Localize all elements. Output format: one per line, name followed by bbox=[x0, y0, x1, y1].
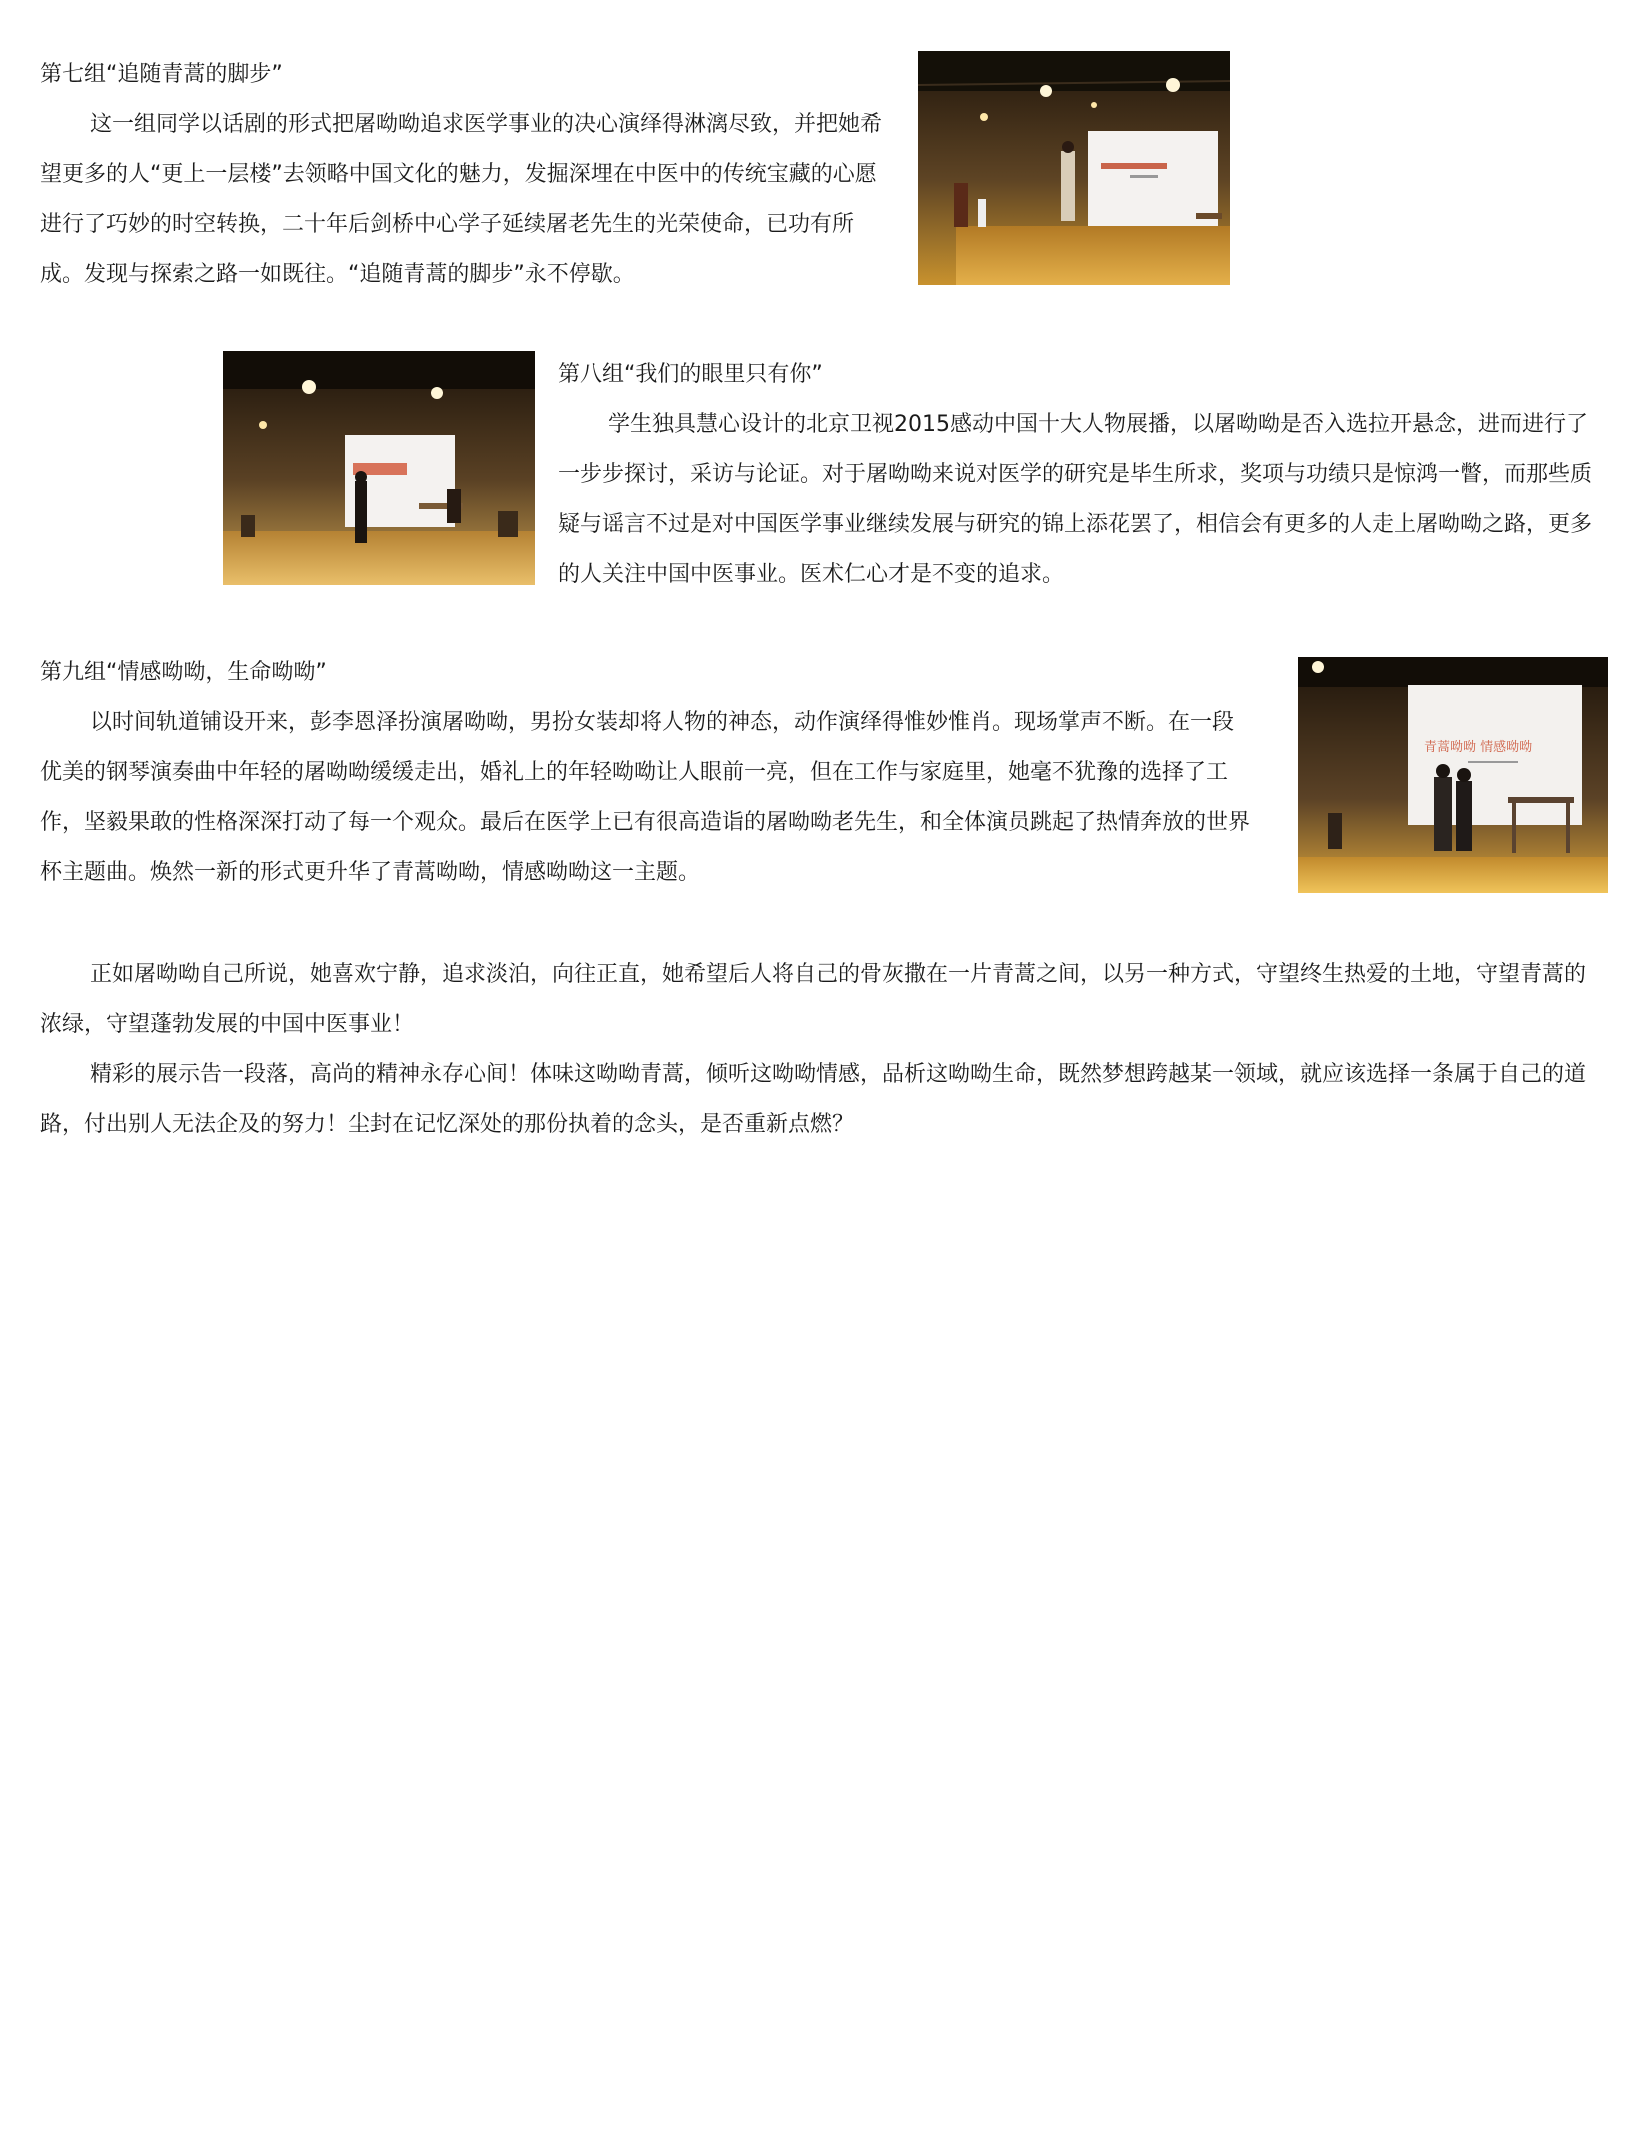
section-8-body: 学生独具慧心设计的北京卫视2015感动中国十大人物展播，以屠呦呦是否入选拉开悬念，进而进行了一步步探讨，采访与论证。对于屠呦呦来说对医学的研究是毕生所求，奖项与功绩只是惊鸿一瞥，而那些质疑与谣言不过是对中国医学事业继续发展与研究的锦上添花罢了，相信会有更多的人走上屠呦呦之路，更多的人关注中国中医事业。医术仁心才是不变的追求。 bbox=[558, 412, 1593, 587]
section-8 bbox=[558, 350, 1598, 600]
section-7-heading: 第七组“追随青蒿的脚步” bbox=[40, 62, 283, 87]
stage-photo-icon bbox=[1298, 657, 1608, 893]
closing-paragraph: 精彩的展示告一段落，高尚的精神永存心间！体味这呦呦青蒿，倾听这呦呦情感，品析这呦呦生命，既然梦想跨越某一领域，就应该选择一条属于自己的道路，付出别人无法企及的努力！尘封在记忆深处的那份执着的念头，是否重新点燃？ bbox=[40, 1062, 1587, 1137]
closing-text bbox=[40, 950, 1598, 1150]
stage-photo-icon bbox=[223, 351, 535, 585]
section-9-body: 以时间轨道铺设开来，彭李恩泽扮演屠呦呦，男扮女装却将人物的神态，动作演绎得惟妙惟肖。现场掌声不断。在一段优美的钢琴演奏曲中年轻的屠呦呦缓缓走出，婚礼上的年轻呦呦让人眼前一亮，但在工作与家庭里，她毫不犹豫的选择了工作，坚毅果敢的性格深深打动了每一个观众。最后在医学上已有很高造诣的屠呦呦老先生，和全体演员跳起了热情奔放的世界杯主题曲。焕然一新的形式更升华了青蒿呦呦，情感呦呦这一主题。 bbox=[40, 710, 1251, 885]
section-8-photo bbox=[223, 351, 535, 585]
section-9-photo bbox=[1298, 657, 1608, 893]
photo-screen-text: 青蒿呦呦 情感呦呦 bbox=[1424, 740, 1533, 755]
section-9-heading: 第九组“情感呦呦，生命呦呦” bbox=[40, 660, 327, 685]
section-9 bbox=[40, 648, 1255, 898]
closing-paragraph: 正如屠呦呦自己所说，她喜欢宁静，追求淡泊，向往正直，她希望后人将自己的骨灰撒在一片青蒿之间，以另一种方式，守望终生热爱的土地，守望青蒿的浓绿，守望蓬勃发展的中国中医事业！ bbox=[40, 962, 1587, 1037]
stage-photo-icon bbox=[918, 51, 1230, 285]
section-7-body: 这一组同学以话剧的形式把屠呦呦追求医学事业的决心演绎得淋漓尽致，并把她希望更多的人“更上一层楼”去领略中国文化的魅力，发掘深埋在中医中的传统宝藏的心愿进行了巧妙的时空转换，二十年后剑桥中心学子延续屠老先生的光荣使命，已功有所成。发现与探索之路一如既往。“追随青蒿的脚步”永不停歇。 bbox=[40, 112, 883, 287]
section-7-photo bbox=[918, 51, 1230, 285]
section-8-heading: 第八组“我们的眼里只有你” bbox=[558, 362, 823, 387]
section-7 bbox=[40, 50, 895, 300]
